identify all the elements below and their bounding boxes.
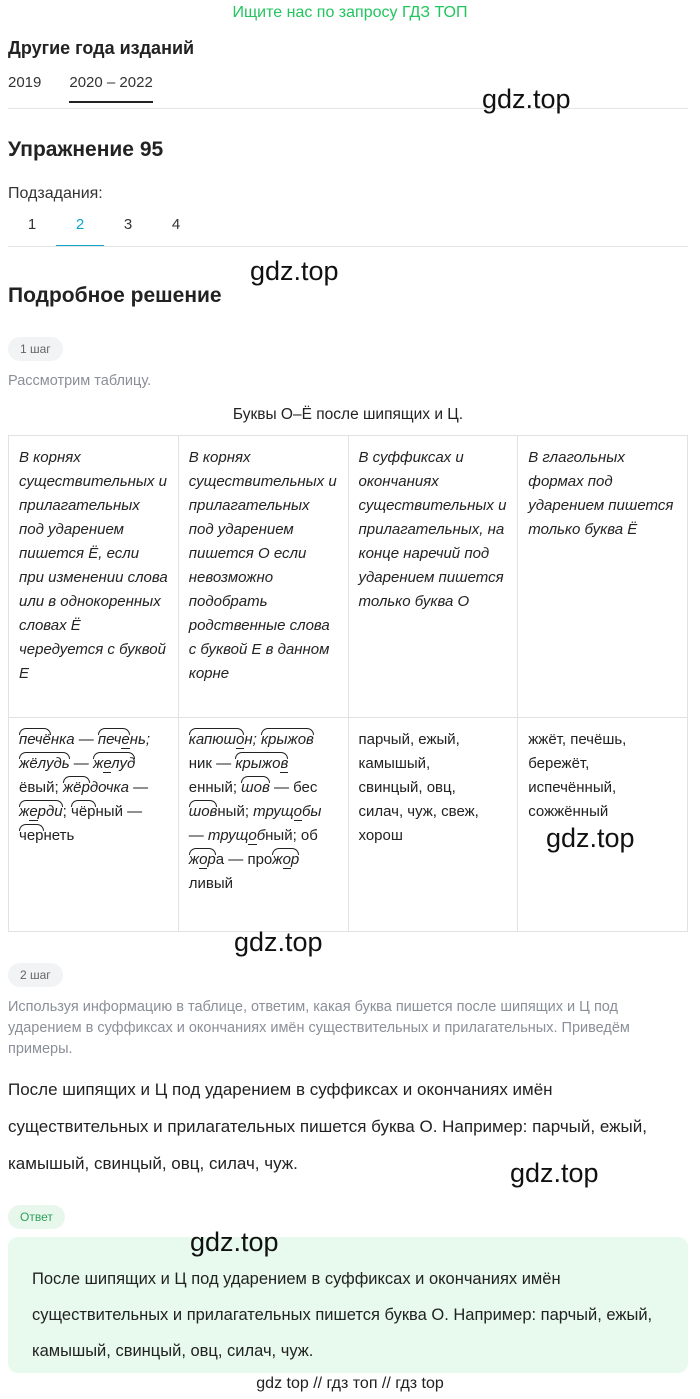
example-line: бережёт, — [528, 755, 590, 772]
step-2-text: Используя информацию в таблице, ответим, какая буква пишется после шипящих и Ц под ударением в суффиксах и окончаниях имён существительных и прилагательных. Приведём примеры. — [8, 999, 630, 1057]
table-header-cell: В корнях существительных и прилагательных под ударением пишется О если невозможно подобрать родственные слова с буквой Е в данном корне — [178, 436, 348, 718]
subtasks-label: Подзадания: — [8, 185, 103, 202]
answer-box — [8, 1237, 688, 1373]
exercise-title: Упражнение 95 — [8, 138, 164, 161]
divider — [8, 246, 688, 247]
subtask-tab-2[interactable]: 2 — [56, 212, 104, 247]
rules-table — [8, 435, 688, 932]
editions-title: Другие года изданий — [8, 38, 195, 58]
example-line: силач, чуж, свеж, — [358, 803, 479, 820]
step-2-badge: 2 шаг — [8, 963, 63, 987]
examples-cell-1: печёнка — печень; жёлудь — желуд ёвый; жёрдочка — жерди; чёрный — чернеть — [9, 718, 179, 932]
year-tabs — [8, 74, 181, 103]
table-caption: Буквы О–Ё после шипящих и Ц. — [232, 406, 464, 423]
subtask-tabs — [8, 212, 200, 247]
table-header-cell: В глагольных формах под ударением пишется только буква Ё — [518, 436, 688, 718]
watermark: gdz.top — [510, 1158, 599, 1188]
promo-banner[interactable]: Ищите нас по запросу ГДЗ ТОП — [232, 4, 468, 21]
solution-text: После шипящих и Ц под ударением в суффиксах и окончаниях имён существительных и прилагательных пишется буква О. Например: парчый, ежый, камышый, свинцый, овц, силач, чуж. — [8, 1080, 647, 1173]
example-line: хорош — [358, 827, 403, 844]
watermark: gdz.top — [234, 927, 323, 957]
example-line: камышый, — [358, 755, 431, 772]
table-header-cell: В суффиксах и окончаниях существительных и прилагательных, на конце наречий под ударением пишется только буква О — [348, 436, 518, 718]
example-line: сожжённый — [528, 803, 609, 820]
answer-badge: Ответ — [8, 1205, 65, 1229]
example-line: парчый, ежый, — [358, 731, 460, 748]
subtask-tab-4[interactable]: 4 — [171, 216, 181, 233]
example-line: жжёт, печёшь, — [528, 731, 627, 748]
step-1-badge: 1 шаг — [8, 337, 63, 361]
answer-text: После шипящих и Ц под ударением в суффиксах и окончаниях имён существительных и прилагательных пишется буква О. Например: парчый, ежый, камышый, свинцый, овц, силач, чуж. — [32, 1270, 653, 1360]
watermark: gdz.top — [190, 1227, 279, 1257]
watermark: gdz.top — [250, 256, 339, 286]
table-header-cell: В корнях существительных и прилагательных под ударением пишется Ё, если при изменении слова или в однокоренных словах Ё чередуется с буквой Е — [9, 436, 179, 718]
table-header-row — [9, 436, 688, 718]
watermark: gdz.top — [482, 84, 571, 114]
examples-cell-2: капюшон; крыжов ник — крыжов енный; шов — бес шовный; трущобы — трущобный; об жора — прожор ливый — [178, 718, 348, 932]
subtask-tab-1[interactable]: 1 — [27, 216, 37, 233]
example-line: испечённый, — [528, 779, 617, 796]
divider — [8, 108, 688, 109]
year-tab-2019[interactable]: 2019 — [8, 74, 42, 91]
example-line: свинцый, овц, — [358, 779, 456, 796]
watermark: gdz.top — [546, 823, 635, 853]
step-1-text: Рассмотрим таблицу. — [8, 373, 152, 389]
solution-title: Подробное решение — [8, 284, 222, 307]
year-tab-2020-2022[interactable]: 2020 – 2022 — [69, 74, 152, 103]
footer-links[interactable]: gdz top // гдз топ // гдз top — [256, 1375, 444, 1392]
examples-cell-3 — [348, 718, 518, 932]
subtask-tab-3[interactable]: 3 — [123, 216, 133, 233]
